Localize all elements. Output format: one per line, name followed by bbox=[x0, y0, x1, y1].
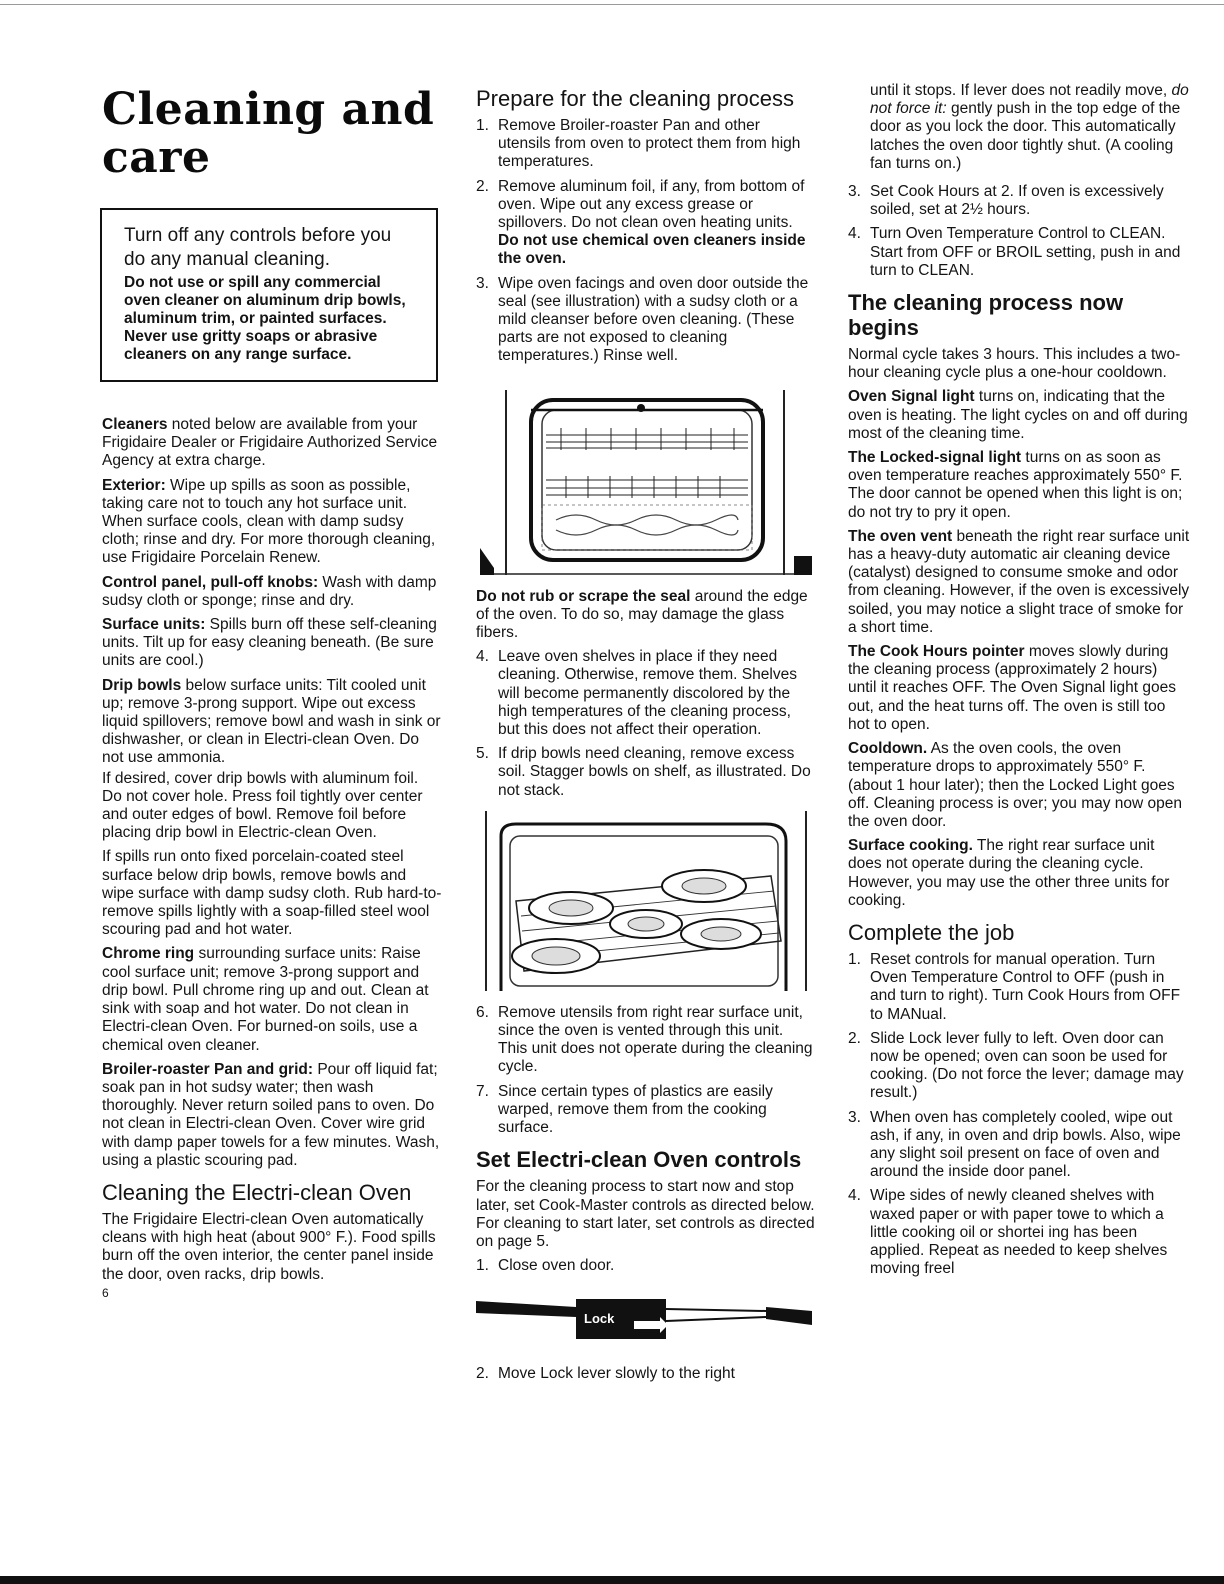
control-text: Wash with damp sudsy cloth or sponge; rinse and dry. bbox=[102, 573, 437, 609]
step-bold-text: Do not use chemical oven cleaners inside the oven. bbox=[498, 232, 806, 268]
step-text: Leave oven shelves in place if they need cleaning. Otherwise, remove them. Shelves will become permanently discolored by the high temperatures of the cleaning process, but this does not affect their operation. bbox=[498, 648, 797, 739]
list-item bbox=[848, 1109, 1190, 1182]
surfcook-text: The right rear surface unit does not operate during the cleaning cycle. However, you may use the other three units for cooking. bbox=[848, 837, 1170, 909]
drip-lead: Drip bowls bbox=[102, 676, 182, 694]
step-text: When oven has completely cooled, wipe out ash, if any, in oven and drip bowls. Also, wipe any slight soil present on face of oven and around the inside door panel. bbox=[870, 1108, 1181, 1181]
drip-bowl-right-top bbox=[662, 870, 746, 902]
step-number: 4. bbox=[476, 648, 489, 666]
right-corner-marker bbox=[794, 556, 812, 575]
step-number: 3. bbox=[476, 274, 489, 292]
step-text: Reset controls for manual operation. Turn Oven Temperature Control to OFF (push in and turn to right). Turn Cook Hours from OFF to MANual. bbox=[870, 950, 1181, 1023]
exterior-text: Wipe up spills as soon as possible, taking care not to touch any hot surface unit. When surface cools, clean with damp sudsy cloth; rinse and dry. For more thorough cleaning, use Frigidaire Porcelain Renew. bbox=[102, 476, 436, 567]
cont-text-a: until it stops. If lever does not readily move, bbox=[870, 82, 1172, 99]
signal-light-paragraph bbox=[848, 388, 1190, 443]
step-text: Move Lock lever slowly to the right bbox=[498, 1365, 735, 1383]
upper-shelf bbox=[546, 428, 748, 450]
control-panel-paragraph bbox=[102, 574, 442, 610]
pointer-text: moves slowly during the cleaning process (approximately 2 hours) until it reaches OFF. The Oven Signal light goes out, and the heat turns off. The oven is still too hot to open. bbox=[848, 643, 1176, 733]
step-text: Set Cook Hours at 2. If oven is excessively soiled, set at 2½ hours. bbox=[870, 183, 1164, 219]
list-item bbox=[848, 1030, 1190, 1103]
chrome-ring-paragraph bbox=[102, 945, 442, 1054]
drip-bowls-illustration bbox=[476, 806, 816, 996]
list-item bbox=[848, 183, 1190, 219]
list-item bbox=[476, 275, 816, 366]
chrome-lead: Chrome ring bbox=[102, 945, 195, 963]
vent-lead: The oven vent bbox=[848, 527, 953, 545]
exterior-paragraph bbox=[102, 477, 442, 568]
step-number: 3. bbox=[848, 1108, 861, 1126]
normal-cycle-paragraph: Normal cycle takes 3 hours. This includes a two-hour cleaning cycle plus a one-hour cooldown. bbox=[848, 346, 1181, 382]
step-number: 4. bbox=[848, 225, 861, 243]
surfcook-lead: Surface cooking. bbox=[848, 837, 973, 855]
lever-continuation-paragraph bbox=[848, 82, 1190, 173]
oven-seal-illustration bbox=[476, 380, 816, 580]
signal-lead: Oven Signal light bbox=[848, 388, 975, 406]
step-number: 1. bbox=[476, 1257, 489, 1275]
step-number: 6. bbox=[476, 1003, 489, 1021]
list-item bbox=[848, 1187, 1190, 1278]
drip-bowl-center bbox=[610, 910, 682, 938]
oven-floor bbox=[542, 505, 752, 550]
locked-text: turns on as soon as oven temperature reaches approximately 550° F. The door cannot be opened when this light is on; do not try to pry it open. bbox=[848, 449, 1183, 521]
cleaners-text: noted below are available from your Frigidaire Dealer or Frigidaire Authorized Service Agency at extra charge. bbox=[102, 416, 438, 470]
cont-italic: do not force it: bbox=[870, 82, 1189, 118]
close-door-step bbox=[476, 1257, 816, 1275]
drip-bowls-paragraph bbox=[102, 677, 442, 768]
step-text: If drip bowls need cleaning, remove excess soil. Stagger bowls on shelf, as illustrated. Do not stack. bbox=[498, 745, 811, 799]
step-text: Since certain types of plastics are easily warped, remove them from the cooking surface. bbox=[498, 1082, 773, 1137]
step-number: 4. bbox=[848, 1187, 861, 1205]
step-number: 1. bbox=[848, 950, 861, 968]
cleaners-lead: Cleaners bbox=[102, 416, 168, 433]
control-lead: Control panel, pull-off knobs: bbox=[102, 573, 319, 591]
step-number: 2. bbox=[476, 1365, 489, 1383]
step-number: 2. bbox=[848, 1029, 861, 1047]
step-number: 1. bbox=[476, 117, 489, 134]
heading-prepare: Prepare for the cleaning process bbox=[476, 86, 794, 111]
prepare-steps-a bbox=[476, 117, 816, 366]
warning-box bbox=[100, 208, 438, 382]
step-text: Wipe sides of newly cleaned shelves with waxed paper or with paper towe to which a little cooking oil or shortei ing has been applied. Repeat as needed to keep shelves moving freel bbox=[870, 1187, 1168, 1278]
step-text: Remove Broiler-roaster Pan and other utensils from oven to protect them from high temperatures. bbox=[498, 117, 801, 171]
step-text: Slide Lock lever fully to left. Oven door can now be opened; oven can soon be used for cooking. (Do not force the lever; damage may result.) bbox=[870, 1029, 1184, 1102]
drip-bowl-left-top bbox=[529, 892, 613, 924]
list-item bbox=[476, 1004, 816, 1077]
warning-body: Do not use or spill any commercial oven cleaner on aluminum drip bowls, aluminum trim, or painted surfaces. Never use gritty soaps or abrasive cleaners on any range surface. bbox=[124, 274, 406, 363]
drip-text: below surface units: Tilt cooled unit up; remove 3-prong support. Wipe out excess liquid spillovers; remove bowl and wash in sink or dishwasher, or clean in Electri-clean Oven. Do not use ammonia. bbox=[102, 676, 441, 767]
chrome-text: surrounding surface units: Raise cool surface unit; remove 3-prong support and drip bowl. Pull chrome ring up and out. Clean at sink with soap and hot water. Do not clean in Electri-clean Oven. For burned-on soils, use a chemical oven cleaner. bbox=[102, 945, 429, 1054]
set-controls-paragraph: For the cleaning process to start now and stop later, set Cook-Master controls as directed below. For cleaning to start later, set controls as directed on page 5. bbox=[476, 1178, 815, 1250]
pointer-lead: The Cook Hours pointer bbox=[848, 643, 1025, 661]
top-arrow-marker bbox=[637, 404, 645, 412]
list-item bbox=[848, 951, 1190, 1024]
list-item bbox=[848, 225, 1190, 280]
surface-cooking-paragraph bbox=[848, 837, 1190, 910]
cleaners-paragraph bbox=[102, 416, 442, 471]
broiler-text: Pour off liquid fat; soak pan in hot sudsy water; then wash thoroughly. Never return soiled pans to oven. Do not clean in Electri-clean Oven. Cover wire grid with damp paper towels for a few minutes. Wash, using a plastic scouring pad. bbox=[102, 1060, 440, 1169]
step-text: Turn Oven Temperature Control to CLEAN. Start from OFF or BROIL setting, push in and turn to CLEAN. bbox=[870, 225, 1181, 279]
bake-element bbox=[556, 515, 738, 525]
lever-rail-right bbox=[766, 1307, 812, 1325]
seal-bold: Do not rub or scrape the seal bbox=[476, 587, 691, 605]
list-item bbox=[476, 745, 816, 800]
broiler-lead: Broiler-roaster Pan and grid: bbox=[102, 1060, 314, 1078]
page-title bbox=[102, 86, 442, 182]
locked-lead: The Locked-signal light bbox=[848, 449, 1022, 467]
page-number: 6 bbox=[102, 1285, 109, 1300]
prepare-steps-c bbox=[476, 1004, 816, 1137]
bottom-scan-rule bbox=[0, 1576, 1224, 1584]
step-text: Close oven door. bbox=[498, 1257, 615, 1275]
exterior-lead: Exterior: bbox=[102, 476, 166, 494]
step-text: Wipe oven facings and oven door outside the seal (see illustration) with a sudsy cloth or a mild cleanser before oven cleaning. (These parts are not exposed to cleaning temperatures.) Rinse well. bbox=[498, 274, 809, 365]
cooldown-lead: Cooldown. bbox=[848, 740, 928, 758]
step-text: Remove utensils from right rear surface unit, since the oven is vented through this unit. This unit does not operate during the cleaning cycle. bbox=[498, 1003, 813, 1076]
surface-text: Spills burn off these self-cleaning units. Tilt up for easy cleaning beneath. (Be sure units are cool.) bbox=[102, 616, 437, 670]
lever-rail-left bbox=[476, 1301, 576, 1317]
top-scan-rule bbox=[0, 4, 1224, 5]
list-item bbox=[476, 178, 816, 269]
cooldown-paragraph bbox=[848, 740, 1190, 831]
seal-caption bbox=[476, 588, 816, 643]
move-lever-step bbox=[476, 1365, 816, 1383]
drip-bowl-right-bottom bbox=[681, 919, 761, 949]
list-item bbox=[476, 1257, 816, 1275]
left-corner-marker bbox=[480, 548, 494, 575]
drip-bowl-left-bottom bbox=[512, 939, 600, 973]
heading-set-controls: Set Electri-clean Oven controls bbox=[476, 1147, 802, 1173]
surface-units-paragraph bbox=[102, 616, 442, 671]
lower-shelf bbox=[546, 476, 748, 498]
heading-process-begins: The cleaning process now begins bbox=[848, 290, 1124, 341]
foil-paragraph: If desired, cover drip bowls with aluminum foil. Do not cover hole. Press foil tightly over center and outer edges of bowl. Remove foil before placing drip bowl in Electric-clean Oven. bbox=[102, 769, 423, 842]
list-item bbox=[476, 117, 816, 172]
vent-text: beneath the right rear surface unit has a heavy-duty automatic air cleaning device (catalyst) designed to consume smoke and odor from cleaning. However, if the oven is excessively soiled, you may notice a slight trace of smoke for a short time. bbox=[848, 527, 1190, 636]
seal-text: around the edge of the oven. To do so, may damage the glass fibers. bbox=[476, 587, 808, 642]
list-item bbox=[476, 1365, 816, 1383]
bake-element-lower bbox=[556, 525, 738, 535]
column-right bbox=[848, 82, 1190, 1284]
warning-heading: Turn off any controls before you do any manual cleaning. bbox=[124, 225, 392, 270]
set-steps bbox=[848, 183, 1190, 280]
list-item bbox=[476, 1083, 816, 1138]
step-text: Remove aluminum foil, if any, from bottom of oven. Wipe out any excess grease or spillovers. Do not clean oven heating units. bbox=[498, 177, 805, 232]
heading-cleaning-oven: Cleaning the Electri-clean Oven bbox=[102, 1179, 412, 1205]
lock-lever-illustration bbox=[476, 1287, 816, 1347]
oven-intro-paragraph: The Frigidaire Electri-clean Oven automatically cleans with high heat (about 900° F.). Food spills burn off the oven interior, the center panel inside the door, oven racks, drip bowls. bbox=[102, 1210, 436, 1283]
list-item bbox=[476, 648, 816, 739]
cooldown-text: As the oven cools, the oven temperature drops to approximately 550° F. (about 1 hour later); then the Locked Light goes off. Cleaning process is over; you may now open the oven door. bbox=[848, 740, 1183, 830]
cook-hours-pointer-paragraph bbox=[848, 643, 1190, 734]
cont-text-b: gently push in the top edge of the door as you lock the door. This automatically latches the oven door tightly shut. (A cooling fan turns on.) bbox=[870, 100, 1181, 172]
signal-text: turns on, indicating that the oven is heating. The light cycles on and off during most of the cleaning time. bbox=[848, 388, 1188, 442]
surface-lead: Surface units: bbox=[102, 616, 206, 634]
prepare-steps-b bbox=[476, 648, 816, 800]
drip-bowls-drawing bbox=[476, 806, 816, 996]
lever-rail-lower bbox=[666, 1317, 766, 1321]
column-middle bbox=[476, 86, 816, 1390]
step-number: 2. bbox=[476, 177, 489, 195]
column-left bbox=[102, 86, 442, 1300]
step-number: 7. bbox=[476, 1082, 489, 1100]
locked-signal-paragraph bbox=[848, 449, 1190, 522]
title-line-2: care bbox=[102, 132, 211, 183]
heading-complete-job: Complete the job bbox=[848, 919, 1015, 945]
complete-steps bbox=[848, 951, 1190, 1278]
step-number: 3. bbox=[848, 183, 861, 201]
oven-vent-paragraph bbox=[848, 528, 1190, 637]
oven-interior-drawing bbox=[476, 380, 816, 580]
title-line-1: Cleaning and bbox=[102, 84, 435, 135]
lock-lever-drawing bbox=[476, 1287, 816, 1347]
lever-rail-upper bbox=[666, 1309, 766, 1311]
spills-paragraph: If spills run onto fixed porcelain-coated steel surface below drip bowls, remove bowls and wipe surface with damp sudsy cloth. Rub hard-to-remove spills lightly with a soap-filled steel wool scouring pad and hot water. bbox=[102, 848, 442, 939]
broiler-paragraph bbox=[102, 1061, 442, 1170]
step-number: 5. bbox=[476, 745, 489, 763]
lock-label: Lock bbox=[584, 1311, 615, 1327]
